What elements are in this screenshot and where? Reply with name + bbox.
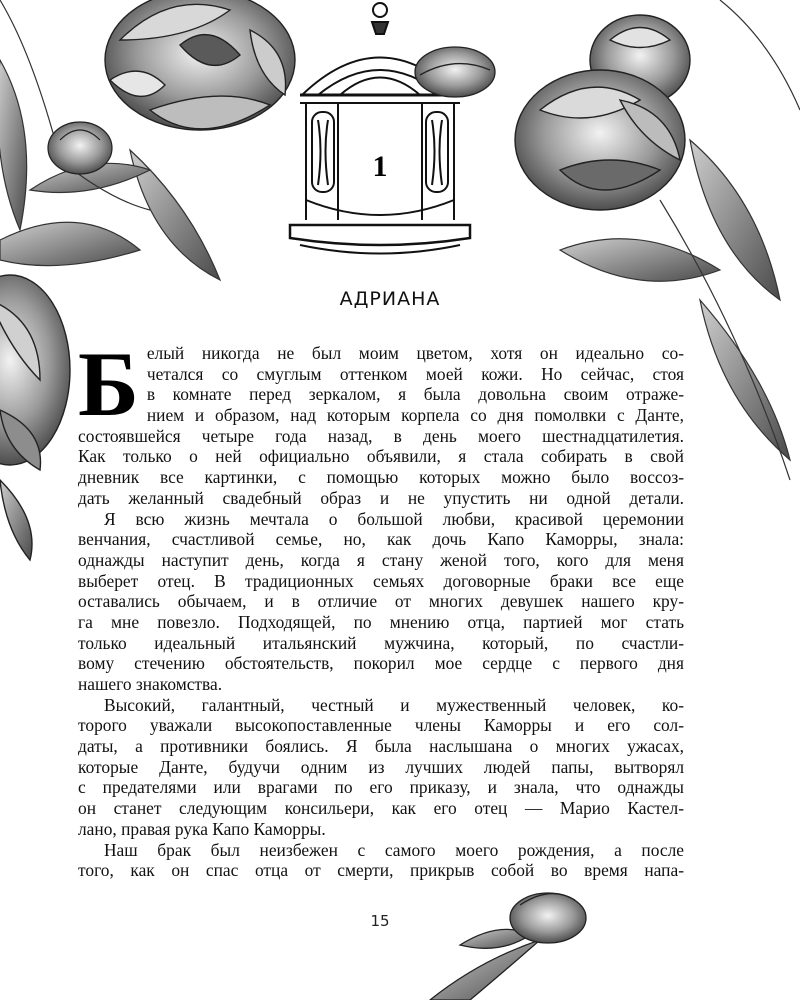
text-line: оставались обычаем, и в отличие от многих девушек нашего кру- <box>78 591 684 612</box>
text-line: елый никогда не был моим цветом, хотя он идеально со- <box>146 343 684 363</box>
text-line: выберет отец. В традиционных семьях договорные браки все еще <box>78 570 684 591</box>
paragraph <box>78 695 684 840</box>
text-line: того, как он спас отца от смерти, прикрыв собой во время напа- <box>78 860 684 881</box>
chapter-title: АДРИАНА <box>339 288 441 310</box>
text-line: в комнате перед зеркалом, я была довольна своим отраже- <box>146 384 684 405</box>
text-line: Высокий, галантный, честный и мужественный человек, ко- <box>104 694 684 715</box>
paragraph <box>78 840 684 881</box>
text-line: даты, а противники боялись. Я была наслышана о многих ужасах, <box>78 736 684 757</box>
bottom-bud <box>430 893 586 1000</box>
page-number: 15 <box>370 912 390 930</box>
bud-top <box>415 47 495 97</box>
text-line: га мне повезло. Подходящей, по мнению отца, партией мог стать <box>78 611 684 632</box>
text-line: только идеальный итальянский мужчина, который, по счастли- <box>78 632 684 653</box>
text-line: Я всю жизнь мечтала о большой любви, красивой церемонии <box>104 508 684 529</box>
text-line: с предателями или врагами по его приказу, и знала, что однажды <box>78 777 684 798</box>
text-line: однажды наступит день, когда я стану женой того, кого для меня <box>78 549 684 570</box>
left-peony <box>0 275 70 560</box>
bud-left <box>48 122 112 174</box>
text-line: четался со смуглым оттенком моей кожи. Но сейчас, стоя <box>146 363 684 384</box>
text-line: дать желанный свадебный образ и не упустить ни одной детали. <box>78 487 684 508</box>
paragraph <box>78 333 684 509</box>
text-line: вому стечению обстоятельств, покорил мое сердце с первого дня <box>78 653 684 674</box>
text-line: венчания, счастливой семье, но, как дочь Капо Каморры, знала: <box>78 529 684 550</box>
text-line: нашего знакомства. <box>78 674 223 694</box>
text-line: он станет следующим консильери, как его отец — Марио Кастел- <box>78 798 684 819</box>
text-line: которые Данте, будучи одним из лучших людей папы, вытворял <box>78 756 684 777</box>
top-left-peony <box>105 0 295 130</box>
top-right-peony <box>515 15 690 210</box>
drop-cap: Б <box>78 333 139 435</box>
body-text <box>78 333 684 881</box>
text-line: дневник все картинки, с помощью которых можно было воссоз- <box>78 467 684 488</box>
chapter-number: 1 <box>372 150 388 183</box>
paragraph <box>78 509 684 695</box>
birdcage <box>290 3 470 254</box>
text-line: Как только о ней официально объявили, я стала собирать в свой <box>78 446 684 467</box>
text-line: состоявшейся четыре года назад, в день моего шестнадцатилетия. <box>78 425 684 446</box>
text-line: торого уважали высокопоставленные члены Каморры и его сол- <box>78 715 684 736</box>
text-line: лано, правая рука Капо Каморры. <box>78 818 326 839</box>
text-line: Наш брак был неизбежен с самого моего рождения, а после <box>104 839 684 860</box>
text-line: нием и образом, над которым корпела со дня помолвки с Данте, <box>146 405 684 426</box>
